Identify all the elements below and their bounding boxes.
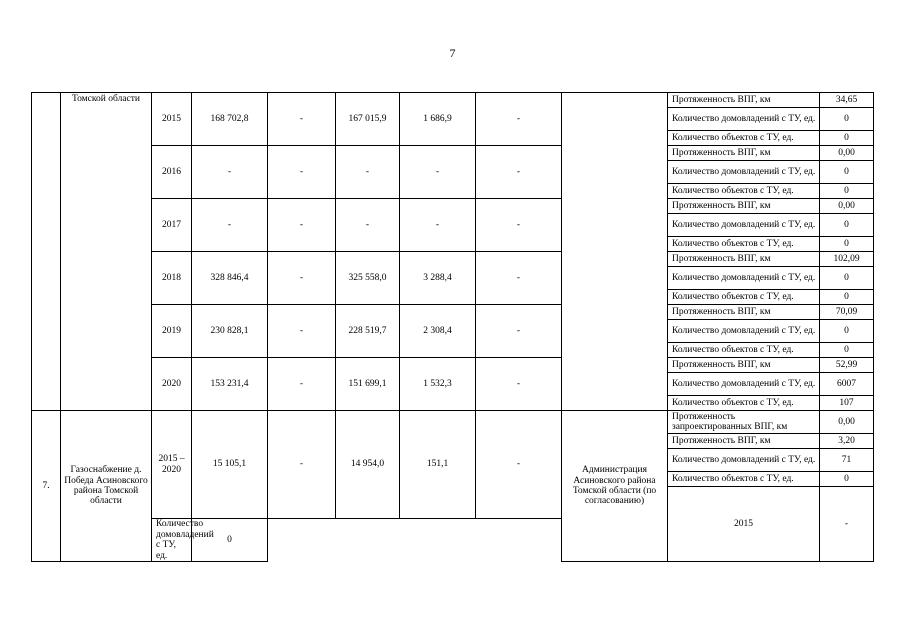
total-cell: - [820,487,874,562]
regional-cell: 167 015,9 [336,93,400,146]
total-cell: - [192,146,268,199]
page-number: 7 [449,46,456,60]
indicator-length-label: Протяженность ВПГ, км [668,93,820,108]
indicator-objects-value: 0 [820,131,874,146]
activity-name-cell: Томской области [61,93,152,411]
indicator-households-label: Количество домовладений с ТУ, ед. [668,214,820,237]
num-cell-empty [32,93,61,411]
local-cell: 1 686,9 [400,93,476,146]
indicator-length-label: Протяженность ВПГ, км [668,305,820,320]
indicator-households-value: 0 [820,320,874,343]
year-cell: 2015 – 2020 [152,411,192,519]
year-cell: 2018 [152,252,192,305]
year-cell: 2015 [152,93,192,146]
regional-cell: - [336,199,400,252]
other-cell: - [476,146,562,199]
total-cell: 230 828,1 [192,305,268,358]
year-cell: 2017 [152,199,192,252]
indicator-length-value: 52,99 [820,358,874,373]
indicator-objects-value: 107 [820,396,874,411]
federal-cell: - [268,252,336,305]
indicator-objects-value: 0 [820,290,874,305]
indicator-length-label: Протяженность ВПГ, км [668,358,820,373]
regional-cell: 151 699,1 [336,358,400,411]
indicator-designed-length-value: 0,00 [820,411,874,434]
executor-cell: Администрация Асиновского района Томской области (по согласованию) [562,411,668,562]
year-cell: 2015 [668,487,820,562]
total-cell: - [192,199,268,252]
indicator-length-label: Протяженность ВПГ, км [668,199,820,214]
local-cell: 3 288,4 [400,252,476,305]
local-cell: 151,1 [400,411,476,519]
year-cell: 2016 [152,146,192,199]
regional-cell: 325 558,0 [336,252,400,305]
other-cell: - [476,93,562,146]
indicator-households-label: Количество домовладений с ТУ, ед. [668,320,820,343]
federal-cell: - [268,411,336,519]
indicator-households-label: Количество домовладений с ТУ, ед. [152,519,192,562]
indicator-households-value: 0 [820,108,874,131]
activity-name-cell: Газоснабжение д. Победа Асиновского района Томской области [61,411,152,562]
year-cell: 2020 [152,358,192,411]
other-cell: - [476,411,562,519]
indicator-length-value: 0,00 [820,146,874,161]
federal-cell: - [268,358,336,411]
indicator-objects-value: 0 [820,472,874,487]
other-cell: - [476,199,562,252]
indicator-households-value: 0 [820,267,874,290]
executor-cell-empty [562,93,668,411]
year-cell: 2019 [152,305,192,358]
regional-cell: 228 519,7 [336,305,400,358]
indicator-designed-length-label: Протяженность запроектированных ВПГ, км [668,411,820,434]
indicator-households-label: Количество домовладений с ТУ, ед. [668,267,820,290]
local-cell: 1 532,3 [400,358,476,411]
indicator-length-label: Протяженность ВПГ, км [668,434,820,449]
indicator-objects-label: Количество объектов с ТУ, ед. [668,237,820,252]
indicator-objects-label: Количество объектов с ТУ, ед. [668,396,820,411]
indicator-households-label: Количество домовладений с ТУ, ед. [668,373,820,396]
regional-cell: 14 954,0 [336,411,400,519]
federal-cell: - [268,146,336,199]
indicator-objects-value: 0 [820,343,874,358]
item-number-cell: 7. [32,411,61,562]
indicator-objects-value: 0 [820,237,874,252]
indicator-households-value: 0 [192,519,268,562]
indicator-objects-value: 0 [820,184,874,199]
other-cell: - [476,252,562,305]
indicator-households-value: 6007 [820,373,874,396]
indicator-length-value: 3,20 [820,434,874,449]
total-cell: 15 105,1 [192,411,268,519]
total-cell: 153 231,4 [192,358,268,411]
regional-cell: - [336,146,400,199]
indicator-households-label: Количество домовладений с ТУ, ед. [668,108,820,131]
indicator-length-value: 0,00 [820,199,874,214]
total-cell: 168 702,8 [192,93,268,146]
local-cell: - [400,199,476,252]
federal-cell: - [268,93,336,146]
indicator-households-label: Количество домовладений с ТУ, ед. [668,161,820,184]
indicator-objects-label: Количество объектов с ТУ, ед. [668,131,820,146]
indicator-length-label: Протяженность ВПГ, км [668,252,820,267]
indicator-households-value: 0 [820,161,874,184]
indicator-objects-label: Количество объектов с ТУ, ед. [668,290,820,305]
local-cell: - [400,146,476,199]
other-cell: - [476,305,562,358]
other-cell: - [476,358,562,411]
indicator-length-value: 70,09 [820,305,874,320]
indicator-objects-label: Количество объектов с ТУ, ед. [668,184,820,199]
federal-cell: - [268,199,336,252]
program-table [31,92,874,562]
federal-cell: - [268,305,336,358]
indicator-households-value: 71 [820,449,874,472]
local-cell: 2 308,4 [400,305,476,358]
indicator-households-label: Количество домовладений с ТУ, ед. [668,449,820,472]
indicator-length-value: 102,09 [820,252,874,267]
indicator-objects-label: Количество объектов с ТУ, ед. [668,472,820,487]
indicator-length-label: Протяженность ВПГ, км [668,146,820,161]
total-cell: 328 846,4 [192,252,268,305]
indicator-households-value: 0 [820,214,874,237]
indicator-objects-label: Количество объектов с ТУ, ед. [668,343,820,358]
indicator-length-value: 34,65 [820,93,874,108]
